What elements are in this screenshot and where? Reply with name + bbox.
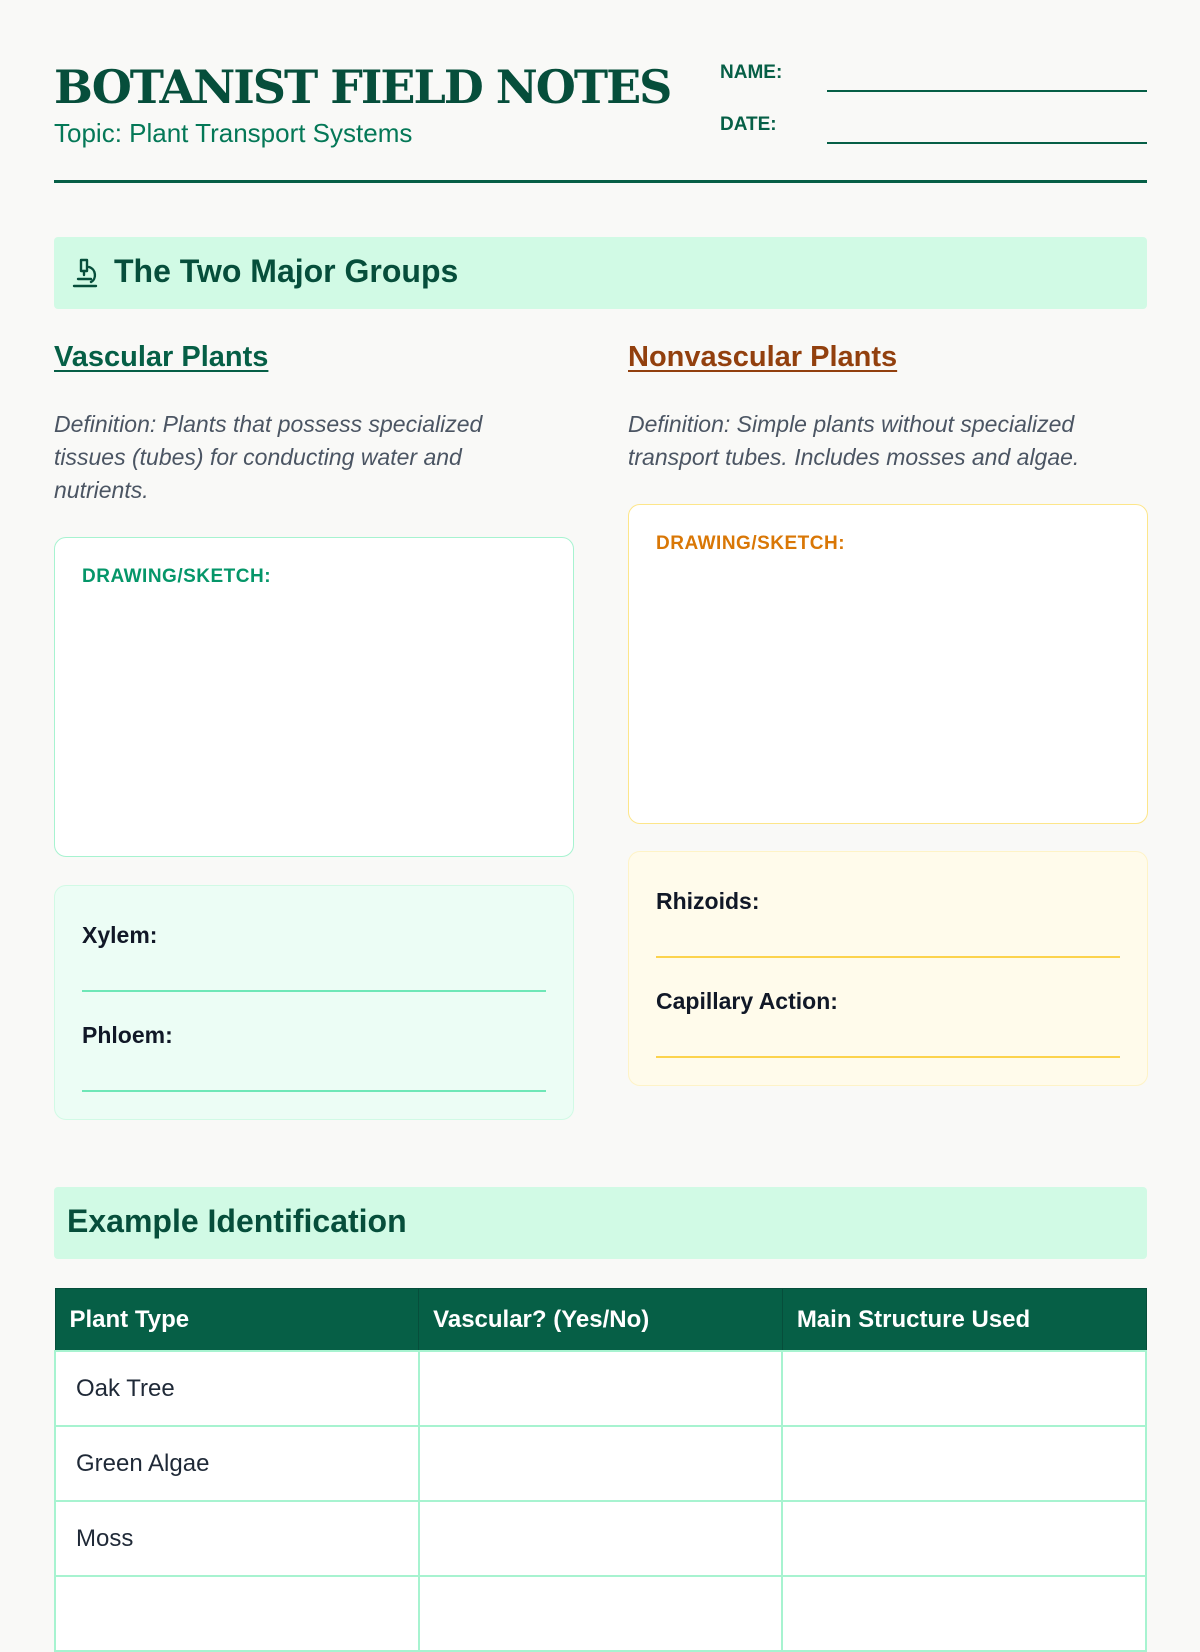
- xylem-label: Xylem:: [82, 922, 158, 948]
- rhizoids-answer-line[interactable]: [656, 956, 1120, 958]
- vascular-heading: Vascular Plants: [54, 341, 269, 373]
- structure-answer-cell[interactable]: [782, 1576, 1146, 1651]
- sketch-label: DRAWING/SKETCH:: [82, 566, 272, 587]
- column-header: Vascular? (Yes/No): [419, 1289, 783, 1352]
- capillary-action-answer-line[interactable]: [656, 1056, 1120, 1058]
- nonvascular-terms-box: [628, 851, 1148, 1086]
- date-field[interactable]: [827, 142, 1147, 144]
- section-title: The Two Major Groups: [114, 253, 459, 289]
- table-row: [55, 1426, 1146, 1501]
- nonvascular-sketch-area[interactable]: [628, 504, 1148, 824]
- plant-type-cell: Oak Tree: [55, 1351, 419, 1426]
- name-label: NAME:: [720, 62, 783, 83]
- name-field[interactable]: [827, 90, 1147, 92]
- identification-table: [54, 1288, 1147, 1652]
- table-row: [55, 1501, 1146, 1576]
- xylem-answer-line[interactable]: [82, 990, 546, 992]
- plant-type-cell: Moss: [55, 1501, 419, 1576]
- vascular-definition: Definition: Plants that possess specialized tissues (tubes) for conducting water and nutrients.: [54, 411, 483, 503]
- capillary-action-label: Capillary Action:: [656, 988, 838, 1014]
- page-title: BOTANIST FIELD NOTES: [54, 60, 671, 114]
- section-banner-identification: [54, 1187, 1147, 1259]
- vascular-answer-cell[interactable]: [419, 1576, 783, 1651]
- nonvascular-definition: Definition: Simple plants without specialized transport tubes. Includes mosses and algae.: [628, 411, 1080, 470]
- rhizoids-label: Rhizoids:: [656, 888, 760, 914]
- sketch-label: DRAWING/SKETCH:: [656, 533, 846, 554]
- vascular-sketch-area[interactable]: [54, 537, 574, 857]
- phloem-answer-line[interactable]: [82, 1090, 546, 1092]
- table-header-row: [55, 1289, 1146, 1352]
- vascular-terms-box: [54, 885, 574, 1120]
- header-divider: [54, 180, 1147, 183]
- structure-answer-cell[interactable]: [782, 1426, 1146, 1501]
- date-label: DATE:: [720, 114, 777, 135]
- column-header: Main Structure Used: [782, 1289, 1146, 1352]
- phloem-label: Phloem:: [82, 1022, 173, 1048]
- column-header: Plant Type: [55, 1289, 419, 1352]
- table-row: [55, 1576, 1146, 1651]
- structure-answer-cell[interactable]: [782, 1351, 1146, 1426]
- worksheet-header: [54, 56, 1147, 184]
- structure-answer-cell[interactable]: [782, 1501, 1146, 1576]
- vascular-answer-cell[interactable]: [419, 1426, 783, 1501]
- section-title: Example Identification: [67, 1203, 407, 1239]
- topic-subtitle: Topic: Plant Transport Systems: [54, 118, 413, 148]
- microscope-icon: [70, 257, 100, 289]
- nonvascular-heading: Nonvascular Plants: [628, 341, 898, 373]
- plant-type-cell: Green Algae: [55, 1426, 419, 1501]
- section-banner-groups: [54, 237, 1147, 309]
- vascular-answer-cell[interactable]: [419, 1501, 783, 1576]
- plant-type-cell[interactable]: [55, 1576, 419, 1651]
- table-row: [55, 1351, 1146, 1426]
- vascular-answer-cell[interactable]: [419, 1351, 783, 1426]
